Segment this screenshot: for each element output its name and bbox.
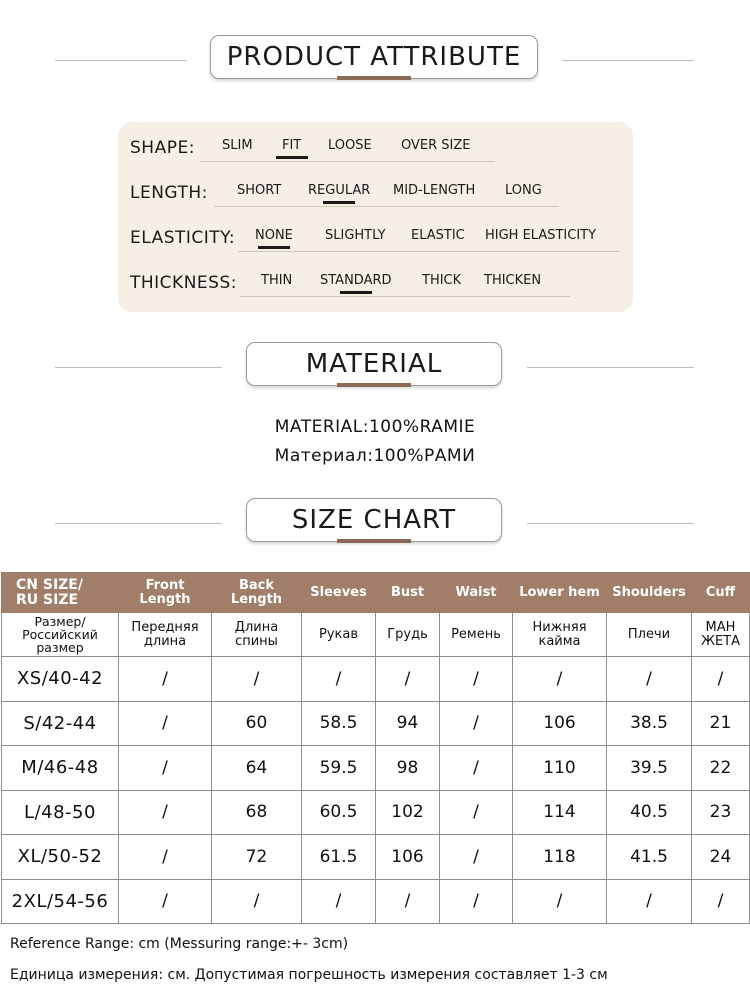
column-header-ru: Ремень xyxy=(440,613,513,657)
attr-option: LONG xyxy=(505,183,542,198)
attr-row-length xyxy=(118,179,633,209)
table-cell: / xyxy=(692,657,750,702)
attr-label-elasticity: ELASTICITY: xyxy=(130,228,236,248)
table-cell: / xyxy=(440,835,513,880)
table-cell: / xyxy=(119,657,212,702)
table-cell: 38.5 xyxy=(607,701,692,746)
table-cell: 106 xyxy=(513,701,607,746)
table-cell: 40.5 xyxy=(607,790,692,835)
table-cell: / xyxy=(607,657,692,702)
table-row xyxy=(2,879,750,924)
attr-underline xyxy=(214,206,559,207)
table-row xyxy=(2,701,750,746)
attr-option-selected: NONE xyxy=(255,228,293,243)
divider-left xyxy=(55,367,222,368)
table-cell: / xyxy=(440,879,513,924)
accent-bar xyxy=(337,76,411,80)
table-cell: 114 xyxy=(513,790,607,835)
table-cell: / xyxy=(440,701,513,746)
table-cell: / xyxy=(119,790,212,835)
column-header: Front Length xyxy=(119,573,212,613)
table-cell: 72 xyxy=(212,835,302,880)
attr-option: SLIGHTLY xyxy=(325,228,386,243)
table-cell: 118 xyxy=(513,835,607,880)
table-cell: / xyxy=(513,657,607,702)
attr-option: THICKEN xyxy=(484,273,542,288)
table-cell: / xyxy=(119,835,212,880)
column-header: CN SIZE/ RU SIZE xyxy=(2,573,119,613)
attr-option: THIN xyxy=(261,273,293,288)
attr-label-length: LENGTH: xyxy=(130,183,208,203)
column-header-ru: Плечи xyxy=(607,613,692,657)
table-cell: / xyxy=(607,879,692,924)
table-cell: 41.5 xyxy=(607,835,692,880)
table-cell: / xyxy=(376,657,440,702)
table-row xyxy=(2,835,750,880)
material-text-en: MATERIAL:100%RAMIE xyxy=(274,417,476,437)
divider-right xyxy=(562,60,694,61)
table-cell: / xyxy=(212,657,302,702)
table-cell: 39.5 xyxy=(607,746,692,791)
attr-option: SHORT xyxy=(237,183,282,198)
table-cell: / xyxy=(376,879,440,924)
size-chart-table xyxy=(1,572,750,924)
table-cell: / xyxy=(692,879,750,924)
table-cell: 60 xyxy=(212,701,302,746)
attr-label-thickness: THICKNESS: xyxy=(130,273,237,293)
material-text-ru: Материал:100%РАМИ xyxy=(274,446,476,466)
table-row xyxy=(2,790,750,835)
size-chart-header xyxy=(0,498,750,548)
size-cell: XL/50-52 xyxy=(2,835,119,880)
divider-right xyxy=(527,523,694,524)
table-cell: 102 xyxy=(376,790,440,835)
size-chart-title: SIZE CHART xyxy=(291,505,457,535)
attr-option: LOOSE xyxy=(328,138,372,153)
table-row xyxy=(2,746,750,791)
table-header-ru-row xyxy=(2,613,750,657)
material-title: MATERIAL xyxy=(305,349,443,379)
attr-label-shape: SHAPE: xyxy=(130,138,195,158)
table-cell: 110 xyxy=(513,746,607,791)
table-cell: / xyxy=(440,790,513,835)
attr-option-selected: REGULAR xyxy=(308,183,371,198)
table-cell: / xyxy=(212,879,302,924)
table-cell: 21 xyxy=(692,701,750,746)
table-row xyxy=(2,657,750,702)
table-cell: / xyxy=(440,657,513,702)
product-attribute-pill xyxy=(210,35,538,79)
table-cell: / xyxy=(302,657,376,702)
size-cell: L/48-50 xyxy=(2,790,119,835)
attr-option: OVER SIZE xyxy=(401,138,471,153)
table-cell: 24 xyxy=(692,835,750,880)
table-cell: 59.5 xyxy=(302,746,376,791)
table-cell: / xyxy=(513,879,607,924)
reference-range-note: Reference Range: cm (Messuring range:+- 3cm) xyxy=(10,936,349,952)
size-chart-pill xyxy=(246,498,502,542)
size-cell: 2XL/54-56 xyxy=(2,879,119,924)
table-cell: / xyxy=(119,746,212,791)
size-cell: XS/40-42 xyxy=(2,657,119,702)
attr-underline xyxy=(240,296,570,297)
product-attribute-header xyxy=(0,35,750,85)
attr-option-selected: FIT xyxy=(282,138,302,153)
attr-option-selected: STANDARD xyxy=(320,273,392,288)
table-cell: 106 xyxy=(376,835,440,880)
table-cell: 58.5 xyxy=(302,701,376,746)
column-header: Sleeves xyxy=(302,573,376,613)
table-cell: 94 xyxy=(376,701,440,746)
column-header: Cuff xyxy=(692,573,750,613)
attr-option: THICK xyxy=(422,273,462,288)
material-header xyxy=(0,342,750,392)
attr-underline xyxy=(238,251,620,252)
column-header-ru: Передняя длина xyxy=(119,613,212,657)
table-cell: / xyxy=(440,746,513,791)
table-cell: 22 xyxy=(692,746,750,791)
attr-option: ELASTIC xyxy=(411,228,465,243)
attr-option: MID-LENGTH xyxy=(393,183,476,198)
column-header-ru: Нижняя кайма xyxy=(513,613,607,657)
divider-left xyxy=(55,523,222,524)
table-cell: 61.5 xyxy=(302,835,376,880)
measurement-note-ru: Единица измерения: см. Допустимая погрешность измерения составляет 1-3 см xyxy=(10,967,608,983)
accent-bar xyxy=(337,539,411,543)
table-cell: 60.5 xyxy=(302,790,376,835)
table-cell: 98 xyxy=(376,746,440,791)
attr-row-thickness xyxy=(118,269,633,299)
column-header: Lower hem xyxy=(513,573,607,613)
divider-right xyxy=(527,367,694,368)
size-cell: M/46-48 xyxy=(2,746,119,791)
accent-bar xyxy=(337,383,411,387)
column-header-ru: Рукав xyxy=(302,613,376,657)
attr-option: HIGH ELASTICITY xyxy=(485,228,597,243)
table-cell: 64 xyxy=(212,746,302,791)
size-cell: S/42-44 xyxy=(2,701,119,746)
attr-row-elasticity xyxy=(118,224,633,254)
column-header-ru: Длина спины xyxy=(212,613,302,657)
attr-option: SLIM xyxy=(222,138,253,153)
table-cell: / xyxy=(302,879,376,924)
attributes-panel xyxy=(118,122,633,312)
table-header-row xyxy=(2,573,750,613)
column-header-ru: Размер/ Российский размер xyxy=(2,613,119,657)
table-cell: / xyxy=(119,701,212,746)
table-cell: / xyxy=(119,879,212,924)
column-header: Waist xyxy=(440,573,513,613)
attr-underline xyxy=(200,161,495,162)
product-attribute-title: PRODUCT ATTRIBUTE xyxy=(226,42,522,72)
table-cell: 23 xyxy=(692,790,750,835)
column-header: Shoulders xyxy=(607,573,692,613)
column-header-ru: Грудь xyxy=(376,613,440,657)
divider-left xyxy=(55,60,187,61)
column-header: Bust xyxy=(376,573,440,613)
material-pill xyxy=(246,342,502,386)
column-header-ru: МАН ЖЕТА xyxy=(692,613,750,657)
table-cell: 68 xyxy=(212,790,302,835)
attr-row-shape xyxy=(118,134,633,164)
column-header: Back Length xyxy=(212,573,302,613)
